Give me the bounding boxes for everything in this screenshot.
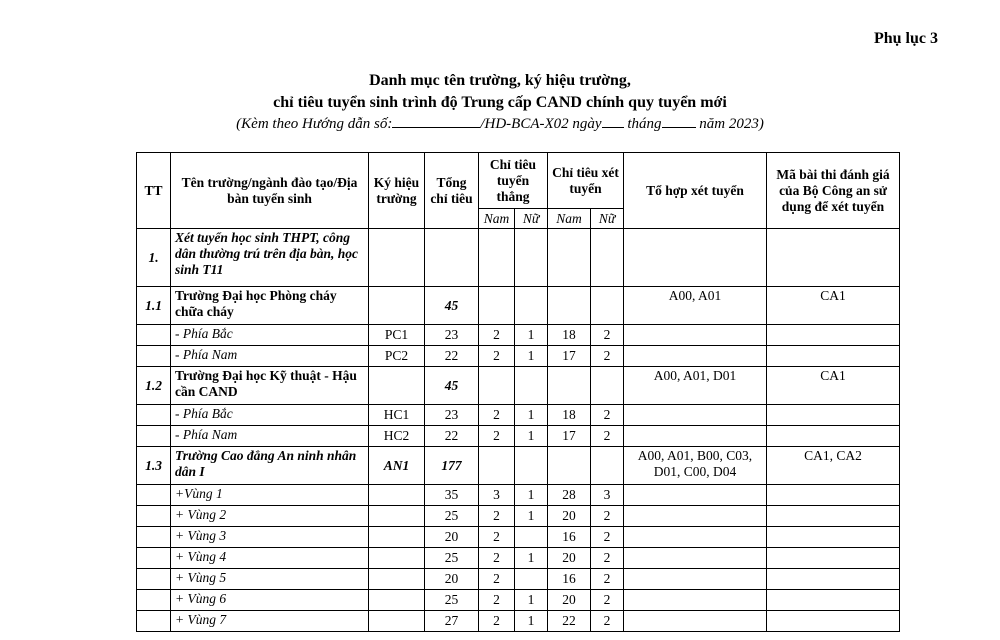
header-direct-female: Nữ <box>515 209 548 229</box>
header-select: Chỉ tiêu xét tuyển <box>548 153 624 209</box>
row-direct-male: 2 <box>479 346 515 367</box>
row-name: +Vùng 1 <box>171 485 369 506</box>
row-name: Trường Cao đẳng An ninh nhân dân I <box>171 447 369 485</box>
row-total: 25 <box>425 548 479 569</box>
table-row <box>137 590 900 611</box>
row-code <box>369 287 425 325</box>
row-total: 23 <box>425 325 479 346</box>
row-select-female: 2 <box>591 325 624 346</box>
row-direct-male: 2 <box>479 405 515 426</box>
row-select-female: 2 <box>591 611 624 632</box>
table-row <box>137 485 900 506</box>
row-total: 45 <box>425 367 479 405</box>
row-exam <box>767 325 900 346</box>
row-name: + Vùng 4 <box>171 548 369 569</box>
header-total: Tổng chỉ tiêu <box>425 153 479 229</box>
table-row <box>137 426 900 447</box>
table-row <box>137 405 900 426</box>
table-row <box>137 506 900 527</box>
row-direct-male: 2 <box>479 426 515 447</box>
row-exam <box>767 590 900 611</box>
row-exam <box>767 527 900 548</box>
blank-day <box>602 113 624 128</box>
row-select-female <box>591 229 624 287</box>
row-tt <box>137 527 171 548</box>
row-select-female <box>591 367 624 405</box>
header-code: Ký hiệu trường <box>369 153 425 229</box>
row-total: 25 <box>425 590 479 611</box>
row-direct-female <box>515 229 548 287</box>
row-tt <box>137 346 171 367</box>
row-direct-female <box>515 447 548 485</box>
row-select-male: 18 <box>548 405 591 426</box>
row-combo <box>624 569 767 590</box>
row-combo: A00, A01, D01 <box>624 367 767 405</box>
row-total: 45 <box>425 287 479 325</box>
row-code <box>369 590 425 611</box>
row-exam <box>767 405 900 426</box>
row-combo <box>624 527 767 548</box>
row-tt <box>137 548 171 569</box>
row-combo <box>624 611 767 632</box>
row-total: 27 <box>425 611 479 632</box>
row-tt <box>137 590 171 611</box>
row-tt <box>137 405 171 426</box>
row-tt <box>137 325 171 346</box>
row-name: - Phía Bắc <box>171 405 369 426</box>
row-combo <box>624 548 767 569</box>
row-total: 22 <box>425 346 479 367</box>
row-tt: 1.3 <box>137 447 171 485</box>
row-exam <box>767 485 900 506</box>
row-total <box>425 229 479 287</box>
row-name: Trường Đại học Kỹ thuật - Hậu cần CAND <box>171 367 369 405</box>
row-code <box>369 569 425 590</box>
subtitle-part1: (Kèm theo Hướng dẫn số: <box>236 116 393 132</box>
row-select-female: 2 <box>591 527 624 548</box>
row-name: - Phía Bắc <box>171 325 369 346</box>
row-direct-male <box>479 229 515 287</box>
row-exam <box>767 346 900 367</box>
row-tt: 1.1 <box>137 287 171 325</box>
row-code <box>369 527 425 548</box>
row-direct-female: 1 <box>515 548 548 569</box>
blank-month <box>662 113 696 128</box>
header-select-male: Nam <box>548 209 591 229</box>
row-code <box>369 611 425 632</box>
row-name: - Phía Nam <box>171 426 369 447</box>
row-code: HC2 <box>369 426 425 447</box>
row-direct-female: 1 <box>515 611 548 632</box>
document-title-line2: chỉ tiêu tuyển sinh trình độ Trung cấp CAND chính quy tuyển mới <box>273 94 727 111</box>
blank-doc-number <box>392 113 480 128</box>
row-select-male: 17 <box>548 426 591 447</box>
row-select-female <box>591 287 624 325</box>
row-direct-female <box>515 287 548 325</box>
row-select-male: 22 <box>548 611 591 632</box>
row-total: 20 <box>425 527 479 548</box>
row-name: + Vùng 2 <box>171 506 369 527</box>
row-tt: 1.2 <box>137 367 171 405</box>
row-combo <box>624 325 767 346</box>
row-direct-female <box>515 527 548 548</box>
row-name: + Vùng 7 <box>171 611 369 632</box>
row-combo: A00, A01 <box>624 287 767 325</box>
table-row <box>137 611 900 632</box>
subtitle-part4: năm 2023) <box>699 116 764 132</box>
row-name: + Vùng 5 <box>171 569 369 590</box>
table-row <box>137 229 900 287</box>
row-tt <box>137 485 171 506</box>
row-select-female: 2 <box>591 590 624 611</box>
row-select-male <box>548 447 591 485</box>
row-exam: CA1 <box>767 367 900 405</box>
subtitle-part2: /HD-BCA-X02 ngày <box>480 116 602 132</box>
row-select-male <box>548 287 591 325</box>
row-select-male: 17 <box>548 346 591 367</box>
table-row <box>137 325 900 346</box>
row-tt: 1. <box>137 229 171 287</box>
row-exam <box>767 548 900 569</box>
row-direct-male: 2 <box>479 548 515 569</box>
row-direct-male: 2 <box>479 506 515 527</box>
row-select-male: 20 <box>548 506 591 527</box>
row-name: Xét tuyển học sinh THPT, công dân thường trú trên địa bàn, học sinh T11 <box>171 229 369 287</box>
row-name: Trường Đại học Phòng cháy chữa cháy <box>171 287 369 325</box>
row-combo <box>624 590 767 611</box>
appendix-label: Phụ lục 3 <box>873 30 938 47</box>
row-name: - Phía Nam <box>171 346 369 367</box>
table-row <box>137 548 900 569</box>
row-select-female: 2 <box>591 405 624 426</box>
document-subtitle <box>0 113 1000 134</box>
row-total: 25 <box>425 506 479 527</box>
row-direct-female: 1 <box>515 426 548 447</box>
row-select-male: 16 <box>548 527 591 548</box>
row-direct-male: 2 <box>479 611 515 632</box>
row-exam <box>767 611 900 632</box>
row-direct-female <box>515 569 548 590</box>
row-select-female: 3 <box>591 485 624 506</box>
row-combo <box>624 346 767 367</box>
table-row <box>137 527 900 548</box>
row-direct-female: 1 <box>515 485 548 506</box>
row-exam <box>767 229 900 287</box>
header-exam: Mã bài thi đánh giá của Bộ Công an sử dụng để xét tuyển <box>767 153 900 229</box>
row-select-male <box>548 367 591 405</box>
row-tt <box>137 569 171 590</box>
document-title-line1: Danh mục tên trường, ký hiệu trường, <box>369 72 631 89</box>
table-row <box>137 569 900 590</box>
row-select-male: 20 <box>548 590 591 611</box>
row-combo <box>624 229 767 287</box>
row-exam: CA1 <box>767 287 900 325</box>
row-direct-female: 1 <box>515 590 548 611</box>
table-row <box>137 447 900 485</box>
row-code: HC1 <box>369 405 425 426</box>
row-select-male: 20 <box>548 548 591 569</box>
row-total: 22 <box>425 426 479 447</box>
row-select-female: 2 <box>591 346 624 367</box>
row-direct-female <box>515 367 548 405</box>
row-total: 177 <box>425 447 479 485</box>
row-tt <box>137 506 171 527</box>
row-select-male <box>548 229 591 287</box>
row-code <box>369 485 425 506</box>
subtitle-part3: tháng <box>627 116 662 132</box>
row-exam <box>767 569 900 590</box>
quota-table <box>136 152 900 632</box>
row-code <box>369 367 425 405</box>
row-combo <box>624 426 767 447</box>
row-code: AN1 <box>369 447 425 485</box>
row-select-female: 2 <box>591 569 624 590</box>
table-row <box>137 287 900 325</box>
row-direct-male: 2 <box>479 325 515 346</box>
row-select-male: 18 <box>548 325 591 346</box>
row-code: PC1 <box>369 325 425 346</box>
row-tt <box>137 611 171 632</box>
row-direct-female: 1 <box>515 325 548 346</box>
row-code <box>369 229 425 287</box>
row-direct-male <box>479 367 515 405</box>
row-combo <box>624 506 767 527</box>
header-direct: Chỉ tiêu tuyển thẳng <box>479 153 548 209</box>
row-direct-female: 1 <box>515 506 548 527</box>
header-direct-male: Nam <box>479 209 515 229</box>
row-select-female: 2 <box>591 548 624 569</box>
row-select-female <box>591 447 624 485</box>
row-exam <box>767 426 900 447</box>
row-tt <box>137 426 171 447</box>
row-direct-female: 1 <box>515 346 548 367</box>
header-tt: TT <box>137 153 171 229</box>
row-direct-female: 1 <box>515 405 548 426</box>
row-total: 20 <box>425 569 479 590</box>
row-name: + Vùng 6 <box>171 590 369 611</box>
row-direct-male <box>479 287 515 325</box>
header-combo: Tổ hợp xét tuyển <box>624 153 767 229</box>
row-combo: A00, A01, B00, C03, D01, C00, D04 <box>624 447 767 485</box>
table-row <box>137 367 900 405</box>
row-direct-male: 2 <box>479 590 515 611</box>
row-direct-male: 2 <box>479 569 515 590</box>
row-direct-male: 2 <box>479 527 515 548</box>
row-direct-male <box>479 447 515 485</box>
row-exam: CA1, CA2 <box>767 447 900 485</box>
row-select-female: 2 <box>591 426 624 447</box>
table-row <box>137 346 900 367</box>
row-code <box>369 506 425 527</box>
row-combo <box>624 485 767 506</box>
row-code <box>369 548 425 569</box>
row-select-female: 2 <box>591 506 624 527</box>
row-select-male: 16 <box>548 569 591 590</box>
row-total: 35 <box>425 485 479 506</box>
row-combo <box>624 405 767 426</box>
row-direct-male: 3 <box>479 485 515 506</box>
row-exam <box>767 506 900 527</box>
row-code: PC2 <box>369 346 425 367</box>
row-name: + Vùng 3 <box>171 527 369 548</box>
header-name: Tên trường/ngành đào tạo/Địa bàn tuyển sinh <box>171 153 369 229</box>
row-select-male: 28 <box>548 485 591 506</box>
row-total: 23 <box>425 405 479 426</box>
header-select-female: Nữ <box>591 209 624 229</box>
